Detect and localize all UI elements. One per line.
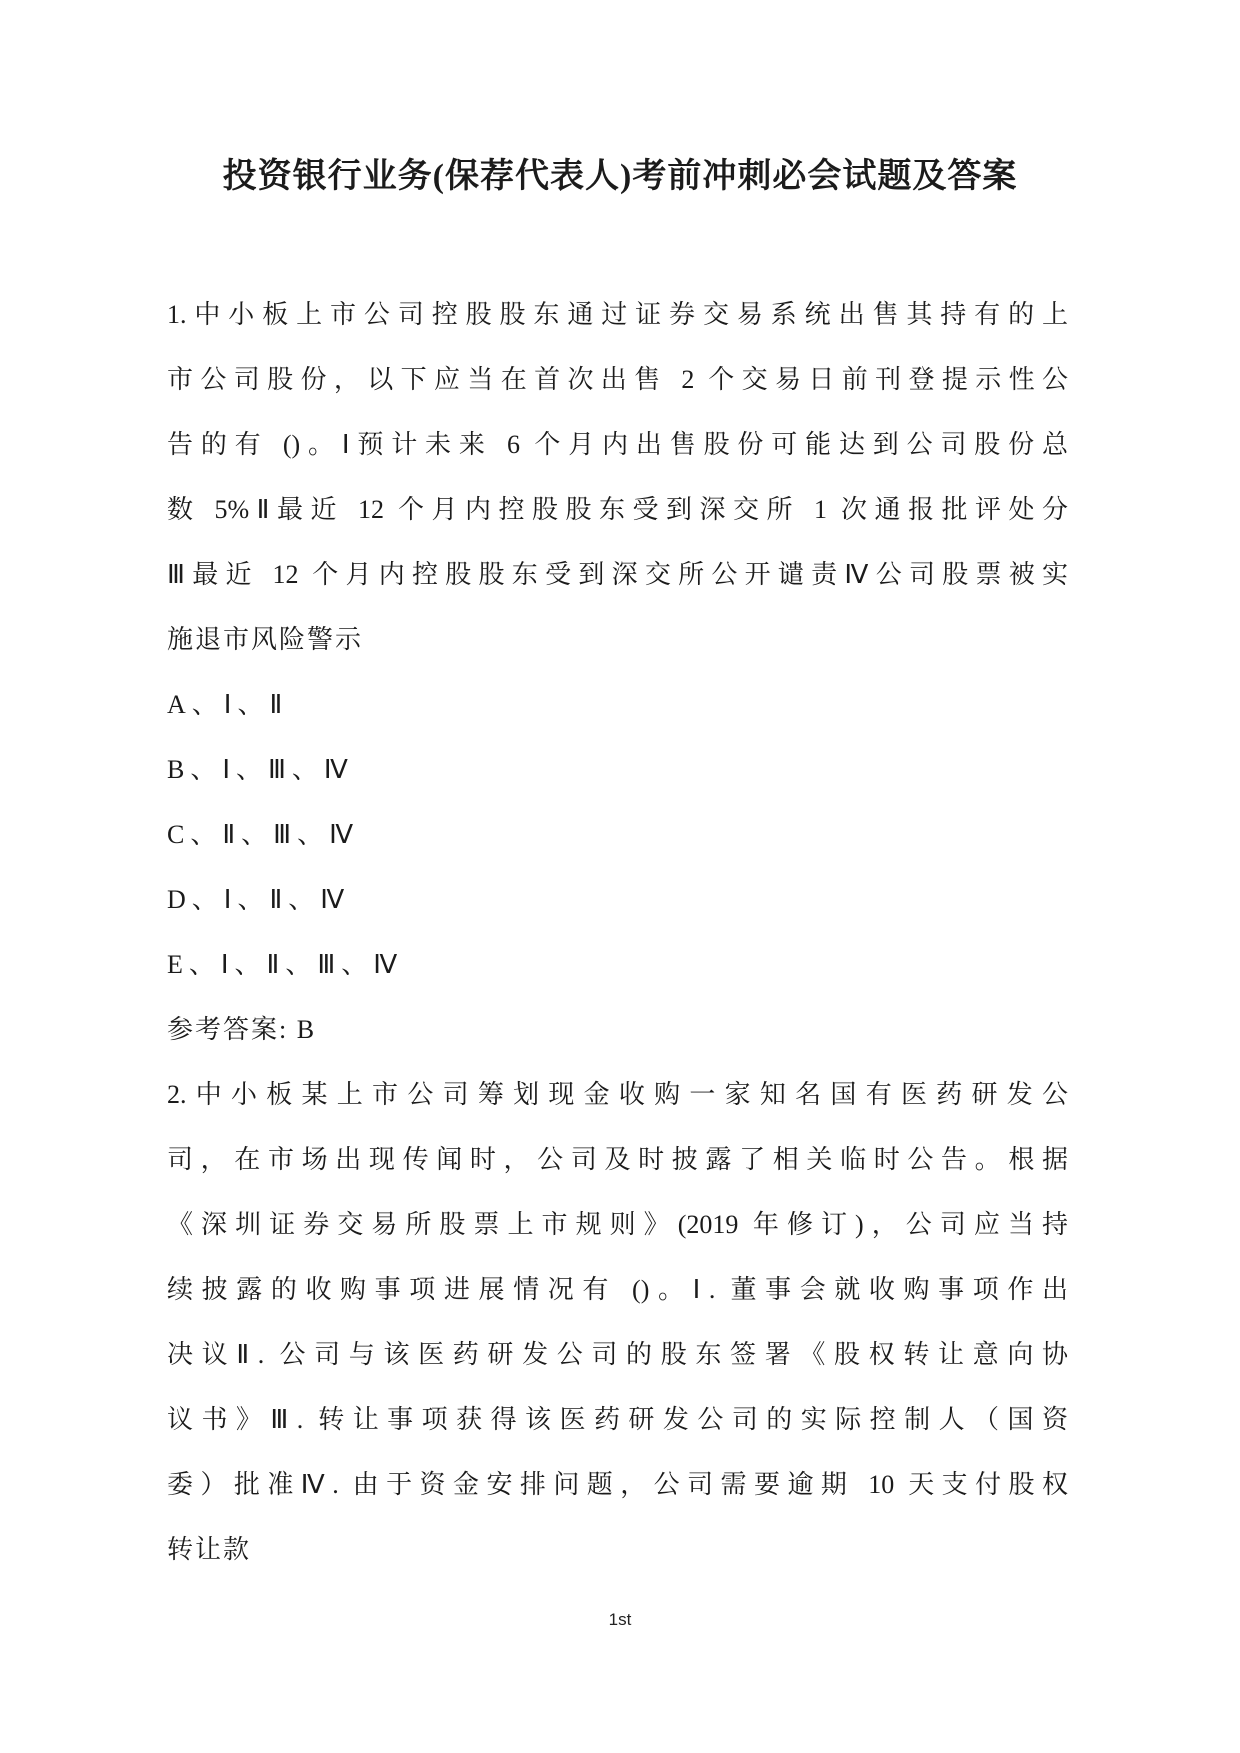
page-number: 1st [608, 1610, 632, 1629]
q1-stem-line-4: 数 5%Ⅱ最近 12 个月内控股股东受到深交所 1 次通报批评处分 [167, 495, 1068, 524]
q2-stem-line-2: 司，在市场出现传闻时，公司及时披露了相关临时公告。根据 [167, 1145, 1068, 1174]
q1-option-a: A、Ⅰ、Ⅱ [167, 690, 289, 719]
q1-option-d: D、Ⅰ、Ⅱ、Ⅳ [167, 885, 351, 914]
q1-option-c: C、Ⅱ、Ⅲ、Ⅳ [167, 820, 360, 849]
document-body [167, 282, 1068, 1582]
q2-stem-line-1: 2.中小板某上市公司筹划现金收购一家知名国有医药研发公 [167, 1080, 1068, 1109]
q1-stem-line-6: 施退市风险警示 [167, 625, 364, 654]
q2-stem-line-6: 议书》Ⅲ. 转让事项获得该医药研发公司的实际控制人（国资 [167, 1405, 1068, 1434]
q1-option-b: B、Ⅰ、Ⅲ、Ⅳ [167, 755, 354, 784]
q2-stem-line-7: 委）批准Ⅳ. 由于资金安排问题，公司需要逾期 10 天支付股权 [167, 1470, 1068, 1499]
q1-stem-line-5: Ⅲ最近 12 个月内控股股东受到深交所公开谴责Ⅳ公司股票被实 [167, 560, 1068, 589]
q1-stem-line-3: 告的有 ()。Ⅰ预计未来 6 个月内出售股份可能达到公司股份总 [167, 430, 1068, 459]
q2-stem-line-5: 决议Ⅱ. 公司与该医药研发公司的股东签署《股权转让意向协 [167, 1340, 1068, 1369]
q2-stem-line-8: 转让款 [167, 1535, 252, 1564]
q1-answer: 参考答案: B [167, 1015, 317, 1044]
q2-stem-line-4: 续披露的收购事项进展情况有 ()。Ⅰ. 董事会就收购事项作出 [167, 1275, 1068, 1304]
q1-stem-line-2: 市公司股份，以下应当在首次出售 2 个交易日前刊登提示性公 [167, 365, 1068, 394]
q1-option-e: E、Ⅰ、Ⅱ、Ⅲ、Ⅳ [167, 950, 404, 979]
q2-stem-line-3: 《深圳证券交易所股票上市规则》(2019 年修订)，公司应当持 [167, 1210, 1068, 1239]
q1-stem-line-1: 1.中小板上市公司控股股东通过证券交易系统出售其持有的上 [167, 300, 1068, 329]
document-title: 投资银行业务(保荐代表人)考前冲刺必会试题及答案 [222, 158, 1018, 195]
